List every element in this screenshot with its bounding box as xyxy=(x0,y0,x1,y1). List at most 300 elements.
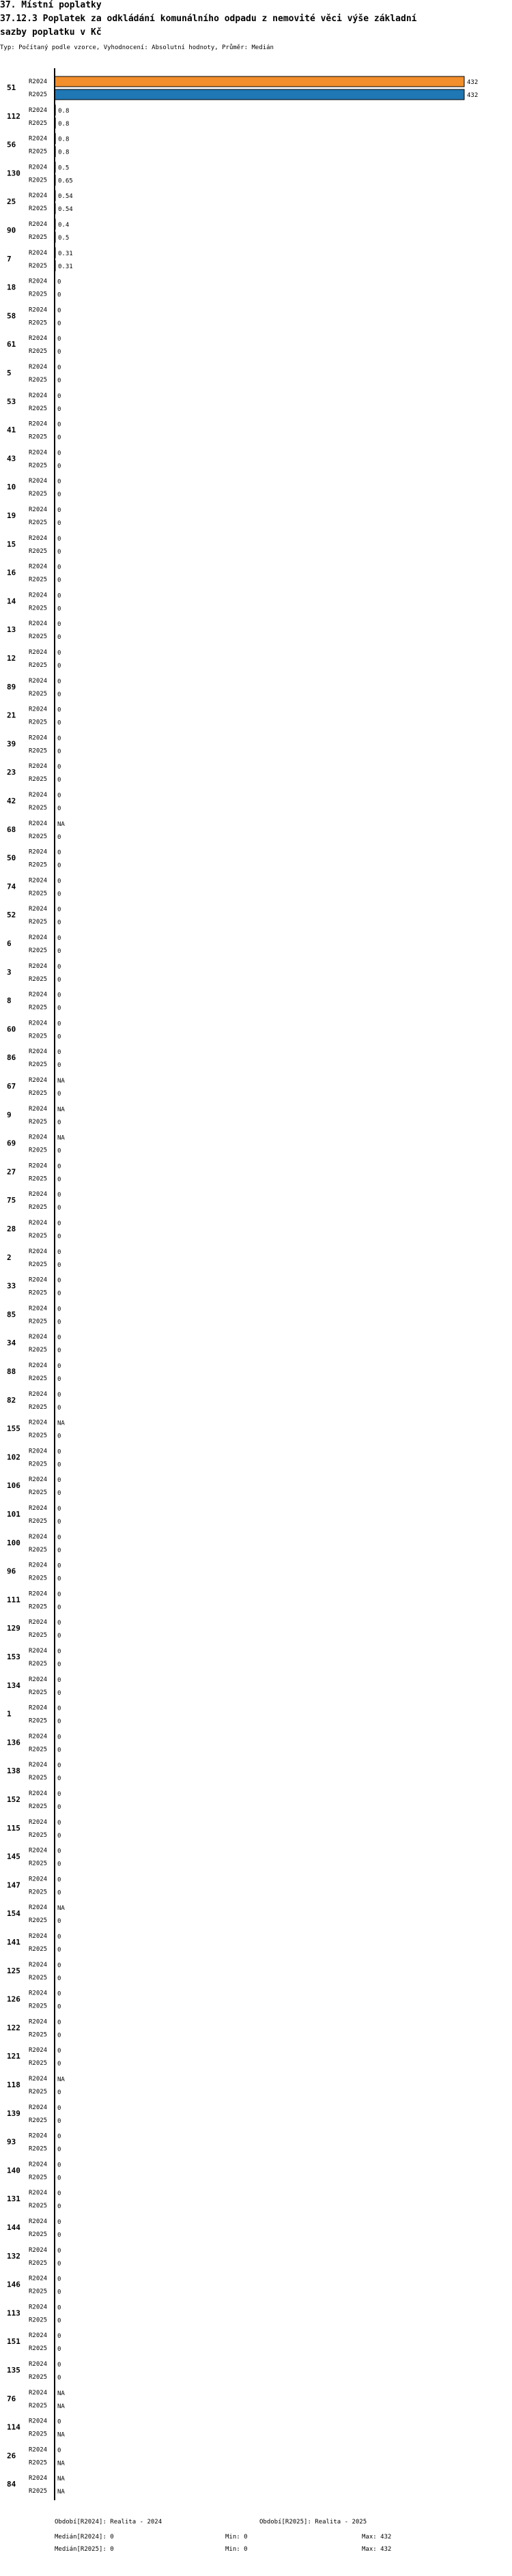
group-label: 82 xyxy=(7,1395,16,1405)
value-label: 0 xyxy=(57,1633,61,1640)
value-label: 0 xyxy=(57,491,61,499)
series-label: R2024 xyxy=(29,1362,48,1369)
group-label: 12 xyxy=(7,654,16,663)
series-label: R2025 xyxy=(29,1603,48,1611)
group-label: 96 xyxy=(7,1566,16,1576)
series-label: R2024 xyxy=(29,1619,48,1627)
value-label: 0 xyxy=(57,2317,61,2325)
value-label: 0 xyxy=(57,849,61,857)
series-label: R2025 xyxy=(29,1347,48,1354)
series-label: R2024 xyxy=(29,1390,48,1398)
group-label: 61 xyxy=(7,340,16,349)
series-label: R2024 xyxy=(29,1990,48,1997)
group-label: 153 xyxy=(7,1652,20,1661)
series-label: R2025 xyxy=(29,2060,48,2067)
series-label: R2024 xyxy=(29,478,48,485)
group-label: 88 xyxy=(7,1367,16,1376)
value-label: 0 xyxy=(57,1433,61,1440)
series-label: R2025 xyxy=(29,2089,48,2095)
group-label: 23 xyxy=(7,768,16,777)
value-label: 0 xyxy=(57,434,61,442)
series-label: R2024 xyxy=(29,534,48,542)
value-label: 0 xyxy=(57,1747,61,1754)
group-label: 6 xyxy=(7,939,12,948)
group-label: 9 xyxy=(7,1110,12,1119)
series-label: R2025 xyxy=(29,2231,48,2238)
group-label: 76 xyxy=(7,2394,16,2403)
series-label: R2024 xyxy=(29,2389,48,2396)
series-label: R2024 xyxy=(29,1533,48,1541)
group-label: 113 xyxy=(7,2308,20,2318)
value-label: 0 xyxy=(57,2260,61,2267)
series-label: R2024 xyxy=(29,1790,48,1797)
value-label: 0 xyxy=(57,2362,61,2369)
group-label: 27 xyxy=(7,1167,16,1177)
series-label: R2025 xyxy=(29,1204,48,1212)
value-label: 0 xyxy=(57,2104,61,2112)
group-label: 7 xyxy=(7,254,12,263)
value-label: 0 xyxy=(57,1404,61,1412)
value-label: 0 xyxy=(57,520,61,527)
median-2024-label: Medián[R2024]: 0 xyxy=(55,2534,114,2541)
series-label: R2024 xyxy=(29,677,48,685)
group-label: 74 xyxy=(7,882,16,891)
group-label: 14 xyxy=(7,597,16,606)
value-label: NA xyxy=(57,1420,65,1427)
series-label: R2025 xyxy=(29,719,48,726)
value-label: 0 xyxy=(57,405,61,413)
value-label: 0 xyxy=(57,919,61,927)
value-label: 0 xyxy=(57,1689,61,1697)
series-label: R2025 xyxy=(29,975,48,983)
value-label: 0 xyxy=(57,1819,61,1827)
value-label: 0 xyxy=(57,1562,61,1570)
value-label: 0 xyxy=(57,291,61,299)
series-label: R2025 xyxy=(29,947,48,954)
value-label: 0 xyxy=(57,1718,61,1726)
chart-footer xyxy=(0,2519,512,2576)
value-label: 0 xyxy=(57,2089,61,2096)
series-label: R2024 xyxy=(29,592,48,599)
series-label: R2024 xyxy=(29,1134,48,1141)
group-label: 5 xyxy=(7,369,12,377)
group-label: 114 xyxy=(7,2422,20,2432)
value-label: 0 xyxy=(57,1319,61,1326)
value-label: 0 xyxy=(57,1705,61,1713)
value-label: 0 xyxy=(57,1804,61,1811)
series-label: R2024 xyxy=(29,1590,48,1598)
value-label: NA xyxy=(57,2403,65,2410)
value-label: 0 xyxy=(57,1306,61,1313)
value-label: 0 xyxy=(57,678,61,685)
value-label: 0 xyxy=(57,1918,61,1926)
series-label: R2025 xyxy=(29,1803,48,1810)
series-label: R2025 xyxy=(29,1318,48,1326)
series-label: R2025 xyxy=(29,1118,48,1126)
value-label: 0 xyxy=(57,748,61,756)
series-label: R2024 xyxy=(29,2446,48,2454)
value-label: 0 xyxy=(57,1519,61,1526)
value-label: NA xyxy=(57,1134,65,1142)
series-label: R2025 xyxy=(29,1546,48,1554)
group-label: 19 xyxy=(7,511,16,520)
value-label: 0 xyxy=(57,1147,61,1155)
value-label: 0 xyxy=(57,735,61,743)
value-label: 0 xyxy=(57,377,61,384)
value-label: 0 xyxy=(57,2162,61,2169)
value-label: 0.4 xyxy=(58,222,70,229)
group-label: 102 xyxy=(7,1452,20,1462)
series-label: R2024 xyxy=(29,506,48,513)
series-label: R2024 xyxy=(29,2132,48,2140)
series-label: R2025 xyxy=(29,1661,48,1668)
series-label: R2025 xyxy=(29,1746,48,1754)
series-label: R2024 xyxy=(29,962,48,970)
series-label: R2024 xyxy=(29,991,48,999)
period-2025-label: Období[R2025]: Realita - 2025 xyxy=(259,2519,367,2525)
series-label: R2025 xyxy=(29,1489,48,1497)
value-label: 0 xyxy=(57,1990,61,1998)
value-label: 0 xyxy=(57,2375,61,2381)
value-label: 0 xyxy=(57,805,61,812)
series-label: R2025 xyxy=(29,2317,48,2324)
group-label: 146 xyxy=(7,2280,20,2289)
value-label: 0 xyxy=(57,307,61,315)
value-label: 0 xyxy=(57,2190,61,2198)
group-label: 16 xyxy=(7,568,16,577)
series-label: R2025 xyxy=(29,319,48,327)
value-label: 0 xyxy=(57,1620,61,1627)
series-label: R2025 xyxy=(29,519,48,526)
value-label: 0 xyxy=(57,605,61,613)
value-label: 0 xyxy=(57,278,61,286)
series-label: R2025 xyxy=(29,1860,48,1867)
group-label: 145 xyxy=(7,1852,20,1861)
series-label: R2025 xyxy=(29,2174,48,2181)
series-label: R2024 xyxy=(29,906,48,913)
value-label: 0 xyxy=(57,1648,61,1655)
value-label: 0 xyxy=(57,1049,61,1057)
value-label: 0 xyxy=(57,1363,61,1370)
series-label: R2025 xyxy=(29,2145,48,2153)
value-label: 0 xyxy=(57,719,61,727)
series-label: R2024 xyxy=(29,620,48,628)
group-label: 139 xyxy=(7,2108,20,2118)
value-label: 0 xyxy=(57,935,61,942)
value-label: 0 xyxy=(57,1477,61,1485)
value-label: 0.8 xyxy=(58,120,70,128)
value-label: 0.65 xyxy=(58,177,73,185)
series-label: R2025 xyxy=(29,2031,48,2039)
series-label: R2024 xyxy=(29,1476,48,1484)
series-label: R2025 xyxy=(29,2402,48,2409)
value-label: 0.8 xyxy=(58,136,70,143)
series-label: R2025 xyxy=(29,633,48,641)
series-label: R2025 xyxy=(29,547,48,555)
series-label: R2025 xyxy=(29,833,48,840)
value-label: 0 xyxy=(57,2203,61,2211)
series-label: R2025 xyxy=(29,805,48,812)
series-label: R2024 xyxy=(29,2361,48,2368)
value-label: 0 xyxy=(57,1975,61,1982)
series-label: R2025 xyxy=(29,1689,48,1696)
value-label: 0 xyxy=(57,2175,61,2182)
series-label: R2024 xyxy=(29,1220,48,1227)
value-label: 0 xyxy=(57,1020,61,1028)
value-label: 0 xyxy=(57,1604,61,1612)
value-label: 0 xyxy=(57,1033,61,1041)
series-label: R2024 xyxy=(29,164,48,171)
series-label: R2025 xyxy=(29,1518,48,1525)
value-label: 0 xyxy=(57,1962,61,1969)
period-2024-label: Období[R2024]: Realita - 2024 xyxy=(55,2519,162,2525)
value-label: 0 xyxy=(57,548,61,556)
group-label: 2 xyxy=(7,1253,12,1262)
series-label: R2024 xyxy=(29,221,48,228)
series-label: R2025 xyxy=(29,2203,48,2210)
min-2025-label: Min: 0 xyxy=(225,2546,248,2553)
series-label: R2024 xyxy=(29,649,48,656)
group-label: 121 xyxy=(7,2052,20,2061)
median-2025-label: Medián[R2025]: 0 xyxy=(55,2546,114,2553)
series-label: R2024 xyxy=(29,706,48,713)
value-label: 0 xyxy=(57,1347,61,1355)
series-label: R2024 xyxy=(29,1876,48,1883)
series-label: R2024 xyxy=(29,106,48,114)
series-label: R2025 xyxy=(29,2488,48,2495)
value-label: 0 xyxy=(57,634,61,642)
value-label: 0 xyxy=(57,2247,61,2255)
value-label: NA xyxy=(57,2431,65,2439)
series-label: R2025 xyxy=(29,1775,48,1782)
series-label: R2024 xyxy=(29,1733,48,1741)
group-label: 147 xyxy=(7,1880,20,1890)
series-label: R2025 xyxy=(29,605,48,612)
value-label: 0.54 xyxy=(58,193,73,201)
series-label: R2025 xyxy=(29,1403,48,1411)
series-label: R2025 xyxy=(29,119,48,127)
series-label: R2024 xyxy=(29,1648,48,1655)
series-label: R2025 xyxy=(29,662,48,669)
value-label: 0 xyxy=(57,507,61,514)
value-label: 0 xyxy=(57,1391,61,1399)
value-label: 0 xyxy=(57,364,61,371)
group-label: 25 xyxy=(7,197,16,207)
group-label: 53 xyxy=(7,397,16,406)
min-2024-label: Min: 0 xyxy=(225,2534,248,2541)
value-label: 0 xyxy=(57,2019,61,2027)
series-label: R2024 xyxy=(29,877,48,885)
value-label: 0 xyxy=(57,1334,61,1342)
group-label: 129 xyxy=(7,1624,20,1633)
group-label: 112 xyxy=(7,111,20,121)
value-label: 0 xyxy=(57,891,61,898)
group-label: 58 xyxy=(7,311,16,321)
series-label: R2024 xyxy=(29,1048,48,1056)
series-label: R2024 xyxy=(29,1334,48,1341)
value-label: 0.31 xyxy=(58,250,73,257)
group-label: 141 xyxy=(7,1938,20,1947)
group-label: 69 xyxy=(7,1139,16,1148)
value-label: 0 xyxy=(57,2219,61,2226)
series-label: R2025 xyxy=(29,1261,48,1268)
value-label: 0 xyxy=(57,1261,61,1269)
value-label: NA xyxy=(57,2390,65,2397)
series-label: R2024 xyxy=(29,78,48,85)
value-label: 0 xyxy=(57,878,61,885)
value-label: 0 xyxy=(57,592,61,600)
series-label: R2024 xyxy=(29,792,48,799)
value-label: 0 xyxy=(57,1832,61,1840)
chart-title-line-2: sazby poplatku v Kč xyxy=(0,27,102,38)
value-label: 0 xyxy=(57,948,61,955)
series-label: R2024 xyxy=(29,1505,48,1512)
group-label: 154 xyxy=(7,1909,20,1919)
series-label: R2024 xyxy=(29,2047,48,2055)
value-label: 0 xyxy=(57,2418,61,2426)
value-label: NA xyxy=(57,2476,65,2483)
chart-title-line-1: 37.12.3 Poplatek za odkládání komunálního odpadu z nemovité věci výše základní xyxy=(0,14,417,24)
value-label: 0 xyxy=(57,1163,61,1171)
value-label: 432 xyxy=(467,92,479,99)
group-label: 51 xyxy=(7,83,16,92)
value-label: 0 xyxy=(57,2133,61,2141)
value-label: 0 xyxy=(57,992,61,999)
value-label: 0 xyxy=(57,2003,61,2011)
series-label: R2024 xyxy=(29,135,48,143)
value-label: 0 xyxy=(57,1575,61,1583)
value-label: 0 xyxy=(57,577,61,584)
series-label: R2024 xyxy=(29,420,48,428)
value-label: NA xyxy=(57,820,65,828)
value-label: 0 xyxy=(57,2061,61,2068)
group-label: 130 xyxy=(7,169,20,178)
value-label: 0 xyxy=(57,564,61,571)
series-label: R2024 xyxy=(29,563,48,571)
series-label: R2024 xyxy=(29,1904,48,1912)
value-label: 0 xyxy=(57,1848,61,1855)
value-label: 0 xyxy=(57,2117,61,2125)
series-label: R2024 xyxy=(29,2076,48,2083)
series-label: R2025 xyxy=(29,2288,48,2295)
series-label: R2025 xyxy=(29,2117,48,2124)
value-label: 0 xyxy=(57,2289,61,2296)
group-label: 39 xyxy=(7,739,16,749)
series-label: R2024 xyxy=(29,1305,48,1313)
series-label: R2024 xyxy=(29,820,48,827)
group-label: 126 xyxy=(7,1994,20,2004)
series-label: R2025 xyxy=(29,690,48,698)
value-label: 0 xyxy=(57,1091,61,1098)
value-label: 0 xyxy=(57,2048,61,2055)
group-label: 144 xyxy=(7,2223,20,2232)
value-label: 0 xyxy=(57,1591,61,1599)
series-label: R2024 xyxy=(29,1933,48,1940)
group-label: 56 xyxy=(7,140,16,149)
value-label: 0 xyxy=(57,862,61,870)
bar-r2025 xyxy=(55,89,464,100)
series-label: R2025 xyxy=(29,861,48,869)
value-label: 0.5 xyxy=(58,235,70,242)
series-label: R2025 xyxy=(29,405,48,412)
series-label: R2025 xyxy=(29,234,48,241)
series-label: R2024 xyxy=(29,2190,48,2197)
value-label: 0 xyxy=(57,764,61,771)
series-label: R2024 xyxy=(29,392,48,399)
value-label: 0.8 xyxy=(58,149,70,156)
group-label: 42 xyxy=(7,797,16,805)
series-label: R2025 xyxy=(29,1033,48,1040)
value-label: 0 xyxy=(57,2146,61,2153)
series-label: R2025 xyxy=(29,1632,48,1640)
series-label: R2024 xyxy=(29,192,48,200)
value-label: 0 xyxy=(57,1762,61,1770)
series-label: R2025 xyxy=(29,2374,48,2381)
group-label: 89 xyxy=(7,682,16,691)
series-label: R2024 xyxy=(29,2104,48,2111)
value-label: 0 xyxy=(57,2232,61,2239)
series-label: R2025 xyxy=(29,1175,48,1183)
value-label: 0 xyxy=(57,792,61,799)
value-label: 0 xyxy=(57,1448,61,1456)
value-label: 0 xyxy=(57,478,61,486)
value-label: 0 xyxy=(57,1947,61,1954)
group-label: 134 xyxy=(7,1680,20,1690)
value-label: 0 xyxy=(57,1233,61,1240)
value-label: 0 xyxy=(57,650,61,657)
series-label: R2024 xyxy=(29,1077,48,1084)
value-label: 0 xyxy=(57,1176,61,1184)
value-label: 0 xyxy=(57,450,61,457)
value-label: 0 xyxy=(57,963,61,971)
value-label: 0 xyxy=(57,1220,61,1227)
group-label: 101 xyxy=(7,1510,20,1519)
group-label: 18 xyxy=(7,283,16,292)
value-label: 0 xyxy=(57,1248,61,1256)
series-label: R2025 xyxy=(29,1090,48,1097)
series-label: R2024 xyxy=(29,249,48,257)
value-label: 0 xyxy=(57,663,61,670)
series-label: R2025 xyxy=(29,1974,48,1981)
series-label: R2024 xyxy=(29,2304,48,2311)
value-label: 0 xyxy=(57,1547,61,1554)
value-label: 0 xyxy=(57,1861,61,1868)
value-label: 0 xyxy=(57,1889,61,1897)
series-label: R2025 xyxy=(29,1889,48,1896)
group-label: 152 xyxy=(7,1795,20,1804)
value-label: 0 xyxy=(57,1506,61,1513)
series-label: R2025 xyxy=(29,1831,48,1839)
group-label: 84 xyxy=(7,2480,16,2489)
series-label: R2024 xyxy=(29,1248,48,1255)
group-label: 28 xyxy=(7,1225,16,1233)
group-label: 155 xyxy=(7,1424,20,1433)
series-label: R2024 xyxy=(29,2418,48,2425)
value-label: 0 xyxy=(57,2304,61,2312)
group-label: 26 xyxy=(7,2451,16,2461)
series-label: R2025 xyxy=(29,2003,48,2010)
series-label: R2024 xyxy=(29,2332,48,2340)
value-label: 0 xyxy=(57,2333,61,2341)
series-label: R2025 xyxy=(29,747,48,755)
series-label: R2025 xyxy=(29,2459,48,2467)
series-label: R2025 xyxy=(29,1004,48,1012)
series-label: R2024 xyxy=(29,2161,48,2169)
group-label: 8 xyxy=(7,996,12,1005)
series-label: R2024 xyxy=(29,1762,48,1769)
series-label: R2025 xyxy=(29,890,48,898)
series-label: R2024 xyxy=(29,1704,48,1712)
